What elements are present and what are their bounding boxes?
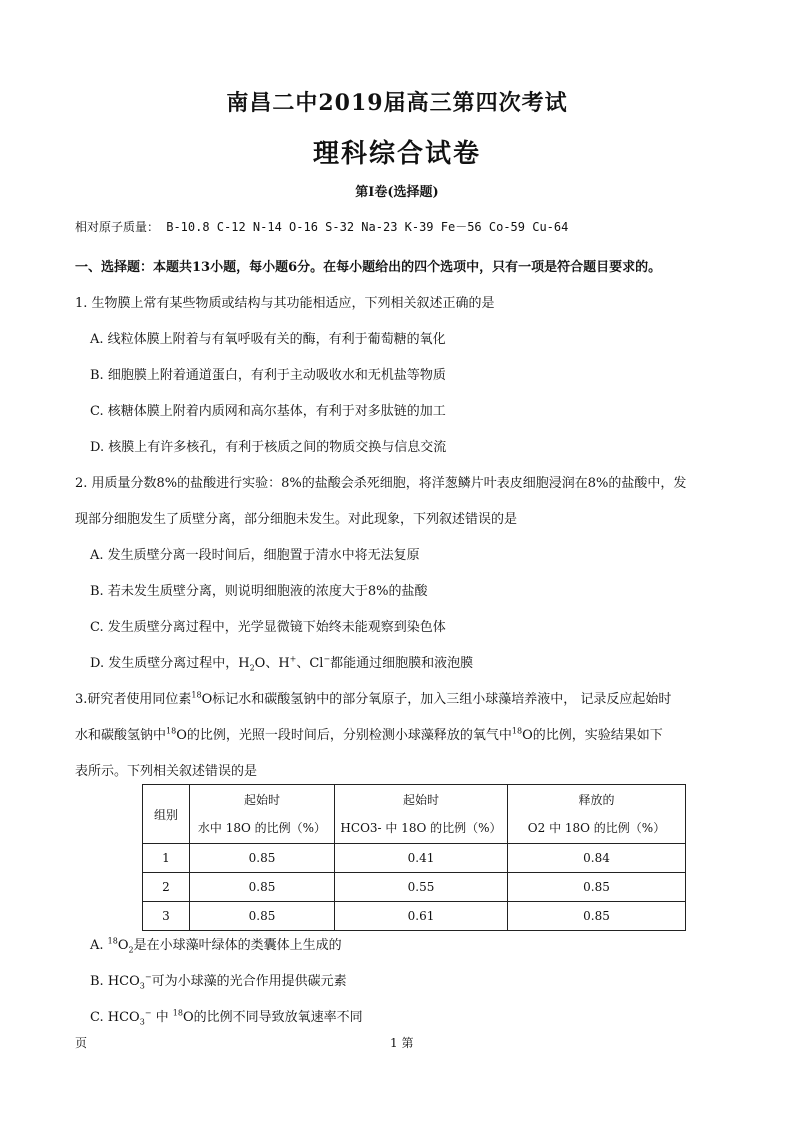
q2-stem-line2: 现部分细胞发生了质壁分离，部分细胞未发生。对此现象，下列叙述错误的是 xyxy=(75,512,518,527)
cell-group: 1 xyxy=(143,844,190,873)
cell-hco3: 0.55 xyxy=(335,873,508,902)
q1-option-d: D. 核膜上有许多核孔，有利于核质之间的物质交换与信息交流 xyxy=(90,440,447,455)
cell-group: 3 xyxy=(143,902,190,931)
q3-option-c: C. $HCO_3^-$ 中 $^{18}$O的比例不同导致放氧速率不同 xyxy=(90,1008,363,1027)
exam-title: 南昌二中2019届高三第四次考试 xyxy=(226,90,568,116)
table-row xyxy=(143,902,686,931)
q3-option-a: A. $^{18}O_2$是在小球藻叶绿体的类囊体上生成的 xyxy=(90,936,342,955)
q2-option-c: C. 发生质壁分离过程中，光学显微镜下始终未能观察到染色体 xyxy=(90,620,446,635)
cell-hco3: 0.41 xyxy=(335,844,508,873)
q2-option-d: D. 发生质壁分离过程中，$H_2O$、H+、Cl−都能通过细胞膜和液泡膜 xyxy=(90,654,474,673)
q3-stem-line3: 表所示。下列相关叙述错误的是 xyxy=(75,764,258,779)
q3-stem-line2: 水和碳酸氢钠中$^{18}$O的比例，光照一段时间后，分别检测小球藻释放的氧气中$^{18}$O的比例，实验结果如下 xyxy=(75,726,663,743)
results-table xyxy=(142,784,686,931)
footer-page-left: 页 xyxy=(75,1036,88,1050)
cell-o2: 0.85 xyxy=(508,873,686,902)
header-group: 组别 xyxy=(143,785,190,844)
q1-option-c: C. 核糖体膜上附着内质网和高尔基体，有利于对多肽链的加工 xyxy=(90,404,446,419)
q2-option-a: A. 发生质壁分离一段时间后，细胞置于清水中将无法复原 xyxy=(90,548,420,563)
table-header-row xyxy=(143,785,686,844)
header-water: 起始时 水中 18O 的比例（%） xyxy=(190,785,335,844)
cell-water: 0.85 xyxy=(190,902,335,931)
atomic-masses: 相对原子质量： B-10.8 C-12 N-14 O-16 S-32 Na-23 K-39 Fe－56 Co-59 Cu-64 xyxy=(75,220,569,234)
table-row xyxy=(143,844,686,873)
exam-subtitle: 理科综合试卷 xyxy=(312,139,481,169)
cell-group: 2 xyxy=(143,873,190,902)
q3-stem-line1: 3.研究者使用同位素$^{18}$O标记水和碳酸氢钠中的部分氧原子，加入三组小球藻培养液中， 记录反应起始时 xyxy=(75,690,672,707)
q1-stem: 1. 生物膜上常有某些物质或结构与其功能相适应，下列相关叙述正确的是 xyxy=(75,296,495,311)
header-o2: 释放的 O2 中 18O 的比例（%） xyxy=(508,785,686,844)
cell-water: 0.85 xyxy=(190,873,335,902)
footer-page-number: 1 第 xyxy=(390,1036,414,1050)
header-hco3: 起始时 HCO3- 中 18O 的比例（%） xyxy=(335,785,508,844)
q1-option-b: B. 细胞膜上附着通道蛋白，有利于主动吸收水和无机盐等物质 xyxy=(90,368,446,383)
table-row xyxy=(143,873,686,902)
instructions: 一、选择题：本题共13小题，每小题6分。在每小题给出的四个选项中，只有一项是符合题目要求的。 xyxy=(75,260,662,275)
cell-water: 0.85 xyxy=(190,844,335,873)
cell-hco3: 0.61 xyxy=(335,902,508,931)
q3-option-b: B. $HCO_3^-$可为小球藻的光合作用提供碳元素 xyxy=(90,972,347,991)
section-heading: 第I卷(选择题) xyxy=(355,185,439,200)
q2-option-b: B. 若未发生质壁分离，则说明细胞液的浓度大于8%的盐酸 xyxy=(90,584,428,599)
cell-o2: 0.85 xyxy=(508,902,686,931)
q2-stem-line1: 2. 用质量分数8%的盐酸进行实验：8%的盐酸会杀死细胞，将洋葱鳞片叶表皮细胞浸润在8%的盐酸中，发 xyxy=(75,476,687,491)
q1-option-a: A. 线粒体膜上附着与有氧呼吸有关的酶，有利于葡萄糖的氧化 xyxy=(90,332,446,347)
cell-o2: 0.84 xyxy=(508,844,686,873)
